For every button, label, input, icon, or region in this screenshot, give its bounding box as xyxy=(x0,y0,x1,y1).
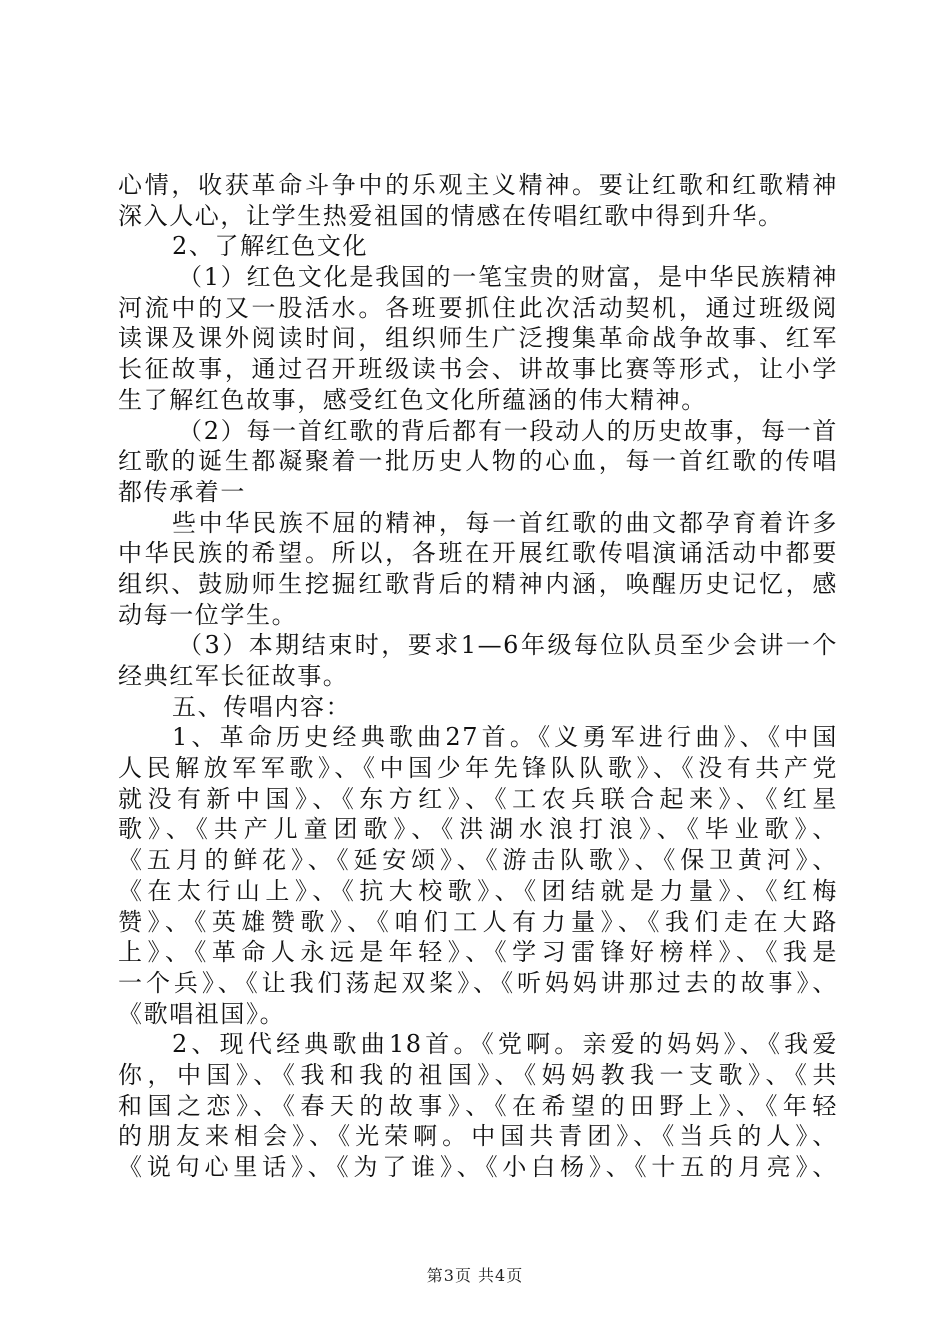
document-body xyxy=(118,170,838,1183)
text-line: 《五月的鲜花》、《延安颂》、《游击队歌》、《保卫黄河》、 xyxy=(118,846,838,875)
text-line: 河流中的又一股活水。各班要抓住此次活动契机，通过班级阅 xyxy=(118,293,838,322)
text-line: 《在太行山上》、《抗大校歌》、《团结就是力量》、《红梅 xyxy=(118,876,838,905)
text-line: 五、传唱内容： xyxy=(172,692,352,721)
text-line: 2、现代经典歌曲18首。《党啊。亲爱的妈妈》、《我爱 xyxy=(172,1030,838,1059)
text-line: 歌》、《共产儿童团歌》、《洪湖水浪打浪》、《毕业歌》、 xyxy=(118,815,838,844)
text-line: 上》、《革命人永远是年轻》、《学习雷锋好榜样》、《我是 xyxy=(118,938,838,967)
text-line: 2、了解红色文化 xyxy=(172,232,369,261)
text-line: 一个兵》、《让我们荡起双桨》、《听妈妈讲那过去的故事》、 xyxy=(118,968,838,997)
text-line: （3）本期结束时，要求1—6年级每位队员至少会讲一个 xyxy=(178,631,838,660)
text-line: 红歌的诞生都凝聚着一批历史人物的心血，每一首红歌的传唱 xyxy=(118,447,838,476)
text-line: 《歌唱祖国》。 xyxy=(118,999,286,1028)
text-line: 和国之恋》、《春天的故事》、《在希望的田野上》、《年轻 xyxy=(118,1091,838,1120)
text-line: 些中华民族不屈的精神，每一首红歌的曲文都孕育着许多 xyxy=(172,508,838,537)
text-line: 心情，收获革命斗争中的乐观主义精神。要让红歌和红歌精神 xyxy=(118,171,838,199)
text-line: 经典红军长征故事。 xyxy=(118,662,349,690)
text-line: 深入人心，让学生热爱祖国的情感在传唱红歌中得到升华。 xyxy=(118,201,784,230)
text-line: 组织、鼓励师生挖掘红歌背后的精神内涵，唤醒历史记忆，感 xyxy=(118,569,838,598)
text-line: 你，中国》、《我和我的祖国》、《妈妈教我一支歌》、《共 xyxy=(118,1060,838,1089)
text-line: 读课及课外阅读时间，组织师生广泛搜集革命战争故事、红军 xyxy=(118,324,838,353)
text-line: （1）红色文化是我国的一笔宝贵的财富，是中华民族精神 xyxy=(178,263,838,292)
text-line: 1、革命历史经典歌曲27首。《义勇军进行曲》、《中国 xyxy=(172,723,838,752)
text-line: 人民解放军军歌》、《中国少年先锋队队歌》、《没有共产党 xyxy=(118,754,838,783)
page-footer: 第3页 共4页 xyxy=(426,1266,524,1285)
text-line: 就没有新中国》、《东方红》、《工农兵联合起来》、《红星 xyxy=(118,784,838,813)
text-line: 动每一位学生。 xyxy=(118,600,298,629)
text-line: 《说句心里话》、《为了谁》、《小白杨》、《十五的月亮》、 xyxy=(118,1153,838,1181)
text-line: （2）每一首红歌的背后都有一段动人的历史故事，每一首 xyxy=(178,416,838,445)
text-line: 的朋友来相会》、《光荣啊。中国共青团》、《当兵的人》、 xyxy=(118,1122,838,1151)
text-line: 赞》、《英雄赞歌》、《咱们工人有力量》、《我们走在大路 xyxy=(118,907,838,936)
text-line: 生了解红色故事，感受红色文化所蕴涵的伟大精神。 xyxy=(118,385,707,414)
text-line: 中华民族的希望。所以，各班在开展红歌传唱演诵活动中都要 xyxy=(118,539,838,568)
text-line: 长征故事，通过召开班级读书会、讲故事比赛等形式，让小学 xyxy=(118,355,838,384)
text-line: 都传承着一 xyxy=(118,477,246,506)
